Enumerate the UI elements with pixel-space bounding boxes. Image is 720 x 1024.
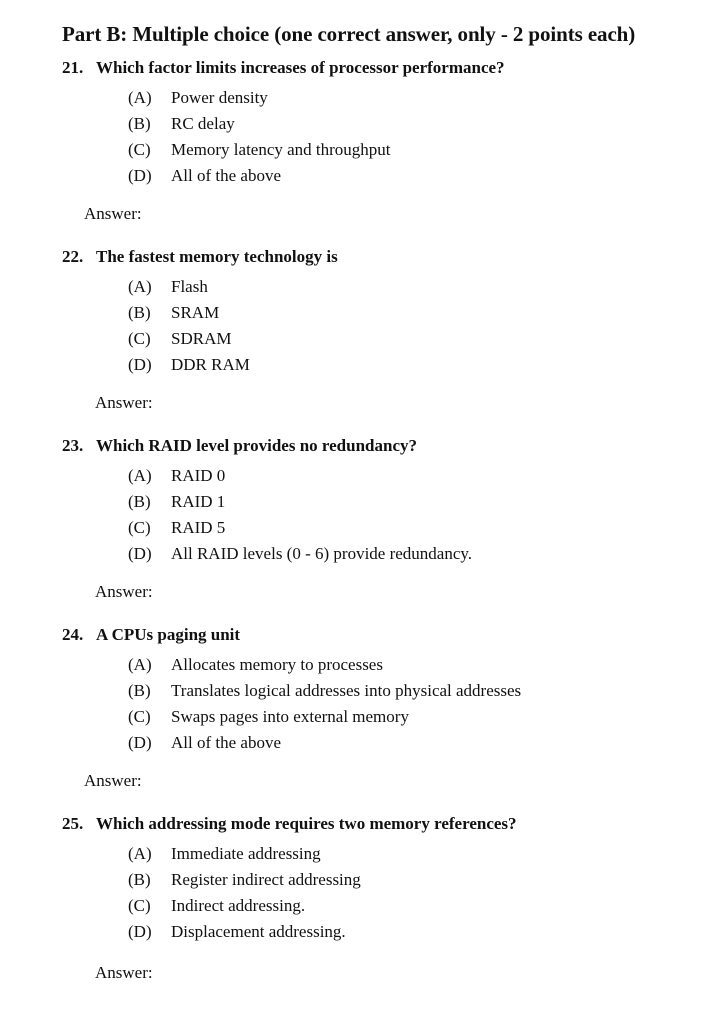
option-a [128, 465, 702, 491]
question-number: 22. [62, 247, 84, 266]
question-text: Which addressing mode requires two memory references? [96, 814, 517, 833]
option-list [128, 843, 702, 947]
answer-label-25: Answer: [95, 963, 153, 982]
option-letter: (D) [128, 733, 152, 752]
option-list [128, 465, 702, 569]
question-heading [62, 435, 702, 457]
option-letter: (A) [128, 466, 152, 485]
option-text: SRAM [171, 303, 220, 322]
answer-label-23: Answer: [95, 582, 153, 601]
option-list [128, 276, 702, 380]
option-text: Immediate addressing [171, 844, 321, 863]
option-letter: (D) [128, 922, 152, 941]
option-text: Memory latency and throughput [171, 140, 391, 159]
question-24 [62, 624, 702, 758]
option-text: Power density [171, 88, 268, 107]
question-21 [62, 57, 702, 191]
option-a [128, 87, 702, 113]
option-c [128, 139, 702, 165]
question-23 [62, 435, 702, 569]
option-letter: (C) [128, 518, 151, 537]
question-heading [62, 813, 702, 835]
question-number: 24. [62, 625, 84, 644]
option-letter: (D) [128, 544, 152, 563]
option-text: Allocates memory to processes [171, 655, 383, 674]
question-heading [62, 624, 702, 646]
option-text: DDR RAM [171, 355, 250, 374]
option-text: Displacement addressing. [171, 922, 346, 941]
option-letter: (C) [128, 896, 151, 915]
option-text: Register indirect addressing [171, 870, 361, 889]
option-d [128, 354, 702, 380]
option-c [128, 517, 702, 543]
option-text: RAID 5 [171, 518, 226, 537]
question-heading [62, 246, 702, 268]
option-letter: (C) [128, 329, 151, 348]
option-text: Flash [171, 277, 208, 296]
answer-label-24: Answer: [84, 771, 142, 790]
question-number: 21. [62, 58, 84, 77]
option-b [128, 680, 702, 706]
option-b [128, 869, 702, 895]
option-letter: (D) [128, 355, 152, 374]
option-letter: (A) [128, 844, 152, 863]
part-title: Part B: Multiple choice (one correct answer, only - 2 points each) [62, 22, 636, 46]
option-letter: (A) [128, 655, 152, 674]
option-a [128, 843, 702, 869]
question-text: Which RAID level provides no redundancy? [96, 436, 417, 455]
option-text: SDRAM [171, 329, 232, 348]
option-text: RAID 1 [171, 492, 226, 511]
option-d [128, 732, 702, 758]
option-letter: (A) [128, 88, 152, 107]
option-letter: (C) [128, 140, 151, 159]
option-a [128, 276, 702, 302]
question-number: 25. [62, 814, 84, 833]
question-22 [62, 246, 702, 380]
option-letter: (B) [128, 492, 151, 511]
option-d [128, 921, 702, 947]
option-d [128, 543, 702, 569]
option-letter: (B) [128, 114, 151, 133]
question-number: 23. [62, 436, 84, 455]
option-letter: (B) [128, 681, 151, 700]
option-b [128, 491, 702, 517]
option-c [128, 895, 702, 921]
option-text: Swaps pages into external memory [171, 707, 409, 726]
option-text: All of the above [171, 733, 281, 752]
option-text: RC delay [171, 114, 235, 133]
option-a [128, 654, 702, 680]
option-letter: (D) [128, 166, 152, 185]
option-c [128, 706, 702, 732]
option-letter: (B) [128, 303, 151, 322]
question-heading [62, 57, 702, 79]
option-c [128, 328, 702, 354]
option-list [128, 87, 702, 191]
question-25 [62, 813, 702, 947]
question-text: Which factor limits increases of processor performance? [96, 58, 505, 77]
option-letter: (C) [128, 707, 151, 726]
option-text: All RAID levels (0 - 6) provide redundancy. [171, 544, 473, 563]
option-text: Indirect addressing. [171, 896, 306, 915]
answer-label-22: Answer: [95, 393, 153, 412]
answer-label-21: Answer: [84, 204, 142, 223]
option-text: RAID 0 [171, 466, 226, 485]
option-letter: (A) [128, 277, 152, 296]
option-b [128, 302, 702, 328]
question-text: A CPUs paging unit [96, 625, 241, 644]
option-text: Translates logical addresses into physical addresses [171, 681, 522, 700]
option-list [128, 654, 702, 758]
option-d [128, 165, 702, 191]
question-text: The fastest memory technology is [96, 247, 338, 266]
option-text: All of the above [171, 166, 281, 185]
option-letter: (B) [128, 870, 151, 889]
option-b [128, 113, 702, 139]
